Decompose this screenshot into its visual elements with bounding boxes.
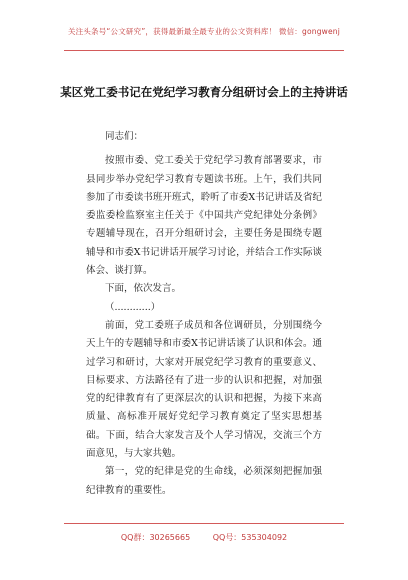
document-body [86,128,322,500]
footer-qq-group: QQ群：30265665 [120,533,191,542]
paragraph-4: 前面，党工委班子成员和各位调研员，分别围绕今天上午的专题辅导和市委X书记讲话谈了认识和体会。通过学习和研讨，大家对开展党纪学习教育的重要意义、目标要求、方法路径有了进一步的认识和把握，对加强党的纪律教育有了更深层次的认识和把握，为接下来高质量、高标准开展好党纪学习教育奠定了坚实思想基础。下面，结合大家发言及个人学习情况，交流三个方面意见，与大家共勉。 [86,319,322,460]
document-title: 某区党工委书记在党纪学习教育分组研讨会上的主持讲话 [60,85,348,99]
footer-divider [64,523,344,524]
salutation: 同志们： [105,131,144,142]
paragraph-1: 按照市委、党工委关于党纪学习教育部署要求，市县同步举办党纪学习教育专题读书班。上午，我们共同参加了市委读书班开班式，聆听了市委X书记讲话及省纪委监委检监察室主任关于《中国共产党纪律处分条例》专题辅导现在，召开分组研讨会，主要任务是围绕专题辅导和市委X书记讲话开展学习讨论，并结合工作实际谈体会、谈打算。 [86,155,322,277]
footer-qq: QQ号：535304092 [212,533,288,542]
paragraph-3: （............） [105,301,161,313]
header-note: 关注头条号“公文研究”，获得最新最全最专业的公文资料库！ 微信：gongwenj [67,27,341,36]
footer [0,532,408,543]
paragraph-5: 第一，党的纪律是党的生命线，必须深刻把握加强纪律教育的重要性。 [86,466,322,496]
paragraph-2: 下面，依次发言。 [105,283,182,295]
header-divider [64,50,344,51]
